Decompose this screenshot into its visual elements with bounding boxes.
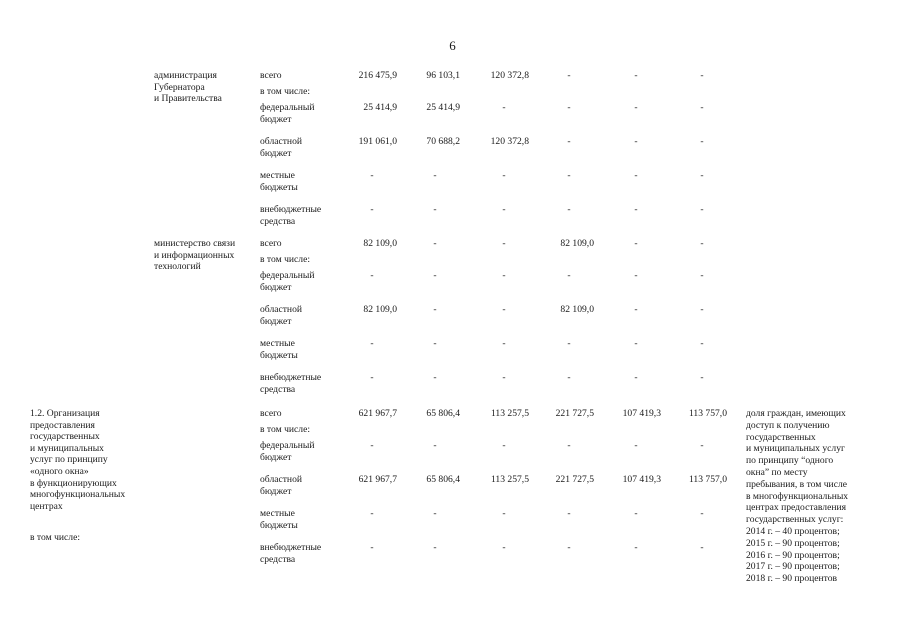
table-cell-value: 25 414,9 [426, 102, 460, 113]
table-cell-value: 221 727,5 [555, 474, 594, 485]
table-cell-value: 191 061,0 [358, 136, 397, 147]
program-item-line: в функционирующих [30, 477, 117, 489]
executor-line: и Правительства [154, 93, 222, 105]
table-cell-dash: - [700, 338, 704, 349]
table-cell-value: 120 372,8 [490, 136, 529, 147]
table-cell-dash: - [567, 204, 571, 215]
funding-source-label: федеральный [260, 440, 315, 451]
funding-source-label: в том числе: [260, 424, 311, 435]
table-cell-value: 216 475,9 [358, 70, 397, 81]
table-cell-dash: - [567, 102, 571, 113]
program-item-line: в том числе: [30, 532, 81, 543]
table-cell-dash: - [567, 440, 571, 451]
table-cell-dash: - [567, 170, 571, 181]
table-cell-dash: - [634, 508, 638, 519]
table-cell-dash: - [700, 136, 704, 147]
funding-source-label: средства [260, 553, 296, 565]
table-cell-dash: - [634, 372, 638, 383]
table-cell-dash: - [502, 170, 506, 181]
program-item-line: услуг по принципу [30, 454, 108, 466]
table-cell-dash: - [634, 338, 638, 349]
table-cell-dash: - [433, 440, 437, 451]
table-cell-value: 113 257,5 [490, 474, 529, 485]
table-cell-dash: - [567, 136, 571, 147]
program-item-line: центрах [30, 500, 63, 512]
funding-source-label: областной [260, 304, 303, 315]
table-cell-value: 96 103,1 [426, 70, 460, 81]
indicator-line: доступ к получению [746, 419, 830, 431]
table-cell-value: 65 806,4 [426, 408, 460, 419]
table-cell-dash: - [700, 508, 704, 519]
table-cell-dash: - [370, 542, 374, 553]
indicator-line: 2017 г. – 90 процентов; [746, 561, 840, 573]
funding-source-label: средства [260, 215, 296, 227]
funding-source-label: местные [260, 508, 295, 519]
table-cell-dash: - [370, 170, 374, 181]
table-cell-value: 65 806,4 [426, 474, 460, 485]
program-item-line: многофункциональных [30, 489, 126, 501]
program-item-line: предоставления [30, 419, 95, 431]
funding-source-label: в том числе: [260, 254, 311, 265]
funding-source-label: бюджет [260, 315, 292, 327]
program-item-line: государственных [30, 431, 100, 443]
table-cell-dash: - [433, 338, 437, 349]
program-item-line: «одного окна» [30, 466, 89, 477]
table-cell-dash: - [700, 102, 704, 113]
table-cell-value: 107 419,3 [622, 474, 661, 485]
table-cell-dash: - [567, 542, 571, 553]
table-cell-value: 82 109,0 [560, 304, 594, 315]
funding-source-label: всего [260, 408, 282, 419]
indicator-line: 2014 г. – 40 процентов; [746, 526, 840, 537]
table-cell-dash: - [433, 372, 437, 383]
table-cell-dash: - [700, 170, 704, 181]
indicator-line: государственных услуг: [746, 514, 844, 526]
indicator-line: 2016 г. – 90 процентов; [746, 549, 840, 561]
table-cell-dash: - [433, 542, 437, 553]
funding-source-label: в том числе: [260, 86, 311, 97]
table-cell-value: 621 967,7 [358, 474, 397, 485]
table-cell-dash: - [502, 304, 506, 315]
indicator-line: в многофункциональных [746, 490, 849, 502]
table-cell-dash: - [634, 170, 638, 181]
table-cell-dash: - [700, 70, 704, 81]
table-cell-value: 25 414,9 [363, 102, 397, 113]
table-cell-dash: - [502, 238, 506, 249]
table-cell-dash: - [567, 338, 571, 349]
table-cell-dash: - [370, 440, 374, 451]
funding-source-label: федеральный [260, 102, 315, 113]
table-cell-value: 621 967,7 [358, 408, 397, 419]
table-cell-dash: - [433, 270, 437, 281]
table-cell-dash: - [502, 270, 506, 281]
table-cell-dash: - [634, 304, 638, 315]
indicator-line: государственных [746, 431, 816, 443]
table-cell-dash: - [634, 204, 638, 215]
table-cell-dash: - [700, 270, 704, 281]
funding-source-label: всего [260, 238, 282, 249]
table-cell-dash: - [700, 238, 704, 249]
funding-source-label: всего [260, 70, 282, 81]
table-cell-dash: - [370, 508, 374, 519]
table-cell-dash: - [433, 304, 437, 315]
table-cell-value: 113 757,0 [688, 408, 727, 419]
table-cell-value: 70 688,2 [426, 136, 460, 147]
table-cell-dash: - [502, 440, 506, 451]
table-cell-dash: - [502, 542, 506, 553]
table-cell-dash: - [567, 270, 571, 281]
funding-source-label: бюджет [260, 485, 292, 497]
funding-source-label: областной [260, 474, 303, 485]
table-cell-dash: - [700, 372, 704, 383]
table-cell-dash: - [700, 440, 704, 451]
funding-source-label: областной [260, 136, 303, 147]
indicator-line: и муниципальных услуг [746, 443, 845, 455]
table-cell-dash: - [502, 372, 506, 383]
table-cell-dash: - [634, 238, 638, 249]
executor-line: министерство связи [154, 238, 236, 249]
table-cell-dash: - [502, 102, 506, 113]
funding-source-label: бюджет [260, 451, 292, 463]
table-cell-dash: - [502, 338, 506, 349]
funding-source-label: местные [260, 338, 295, 349]
table-cell-dash: - [433, 204, 437, 215]
table-cell-value: 113 757,0 [688, 474, 727, 485]
table-cell-dash: - [634, 270, 638, 281]
table-cell-dash: - [700, 542, 704, 553]
funding-source-label: средства [260, 383, 296, 395]
funding-source-label: внебюджетные [260, 542, 322, 553]
indicator-line: 2018 г. – 90 процентов [746, 573, 838, 585]
table-cell-value: 221 727,5 [555, 408, 594, 419]
funding-source-label: бюджеты [260, 519, 298, 531]
program-item-line: 1.2. Организация [30, 408, 100, 419]
table-cell-dash: - [370, 270, 374, 281]
funding-source-label: бюджеты [260, 181, 298, 193]
table-cell-dash: - [502, 508, 506, 519]
page-number: 6 [449, 38, 456, 53]
table-cell-dash: - [502, 204, 506, 215]
table-cell-dash: - [700, 204, 704, 215]
table-cell-dash: - [634, 136, 638, 147]
table-cell-value: 82 109,0 [363, 304, 397, 315]
table-cell-dash: - [433, 238, 437, 249]
table-cell-value: 107 419,3 [622, 408, 661, 419]
table-cell-value: 82 109,0 [560, 238, 594, 249]
table-cell-dash: - [567, 508, 571, 519]
program-item-line: и муниципальных [30, 442, 104, 454]
table-cell-dash: - [567, 70, 571, 81]
table-cell-dash: - [634, 70, 638, 81]
table-cell-dash: - [634, 102, 638, 113]
executor-line: и информационных [154, 249, 235, 261]
funding-source-label: внебюджетные [260, 204, 322, 215]
table-cell-dash: - [634, 440, 638, 451]
executor-line: Губернатора [154, 81, 205, 93]
funding-source-label: федеральный [260, 270, 315, 281]
table-cell-value: 120 372,8 [490, 70, 529, 81]
table-cell-dash: - [634, 542, 638, 553]
table-cell-dash: - [567, 372, 571, 383]
funding-source-label: бюджет [260, 281, 292, 293]
indicator-line: 2015 г. – 90 процентов; [746, 537, 840, 549]
indicator-line: пребывания, в том числе [746, 478, 847, 490]
table-cell-dash: - [370, 338, 374, 349]
funding-source-label: местные [260, 170, 295, 181]
funding-source-label: бюджет [260, 147, 292, 159]
table-cell-dash: - [370, 204, 374, 215]
funding-source-label: бюджет [260, 113, 292, 125]
indicator-line: центрах предоставления [746, 502, 847, 514]
indicator-line: доля граждан, имеющих [746, 408, 846, 419]
executor-line: технологий [154, 261, 201, 273]
funding-source-label: внебюджетные [260, 372, 322, 383]
funding-source-label: бюджеты [260, 349, 298, 361]
executor-line: администрация [154, 70, 217, 81]
indicator-line: по принципу “одного [746, 455, 834, 467]
table-cell-dash: - [370, 372, 374, 383]
indicator-line: окна” по месту [746, 467, 808, 478]
table-cell-dash: - [433, 170, 437, 181]
table-cell-value: 113 257,5 [490, 408, 529, 419]
table-cell-dash: - [433, 508, 437, 519]
table-cell-value: 82 109,0 [363, 238, 397, 249]
table-cell-dash: - [700, 304, 704, 315]
